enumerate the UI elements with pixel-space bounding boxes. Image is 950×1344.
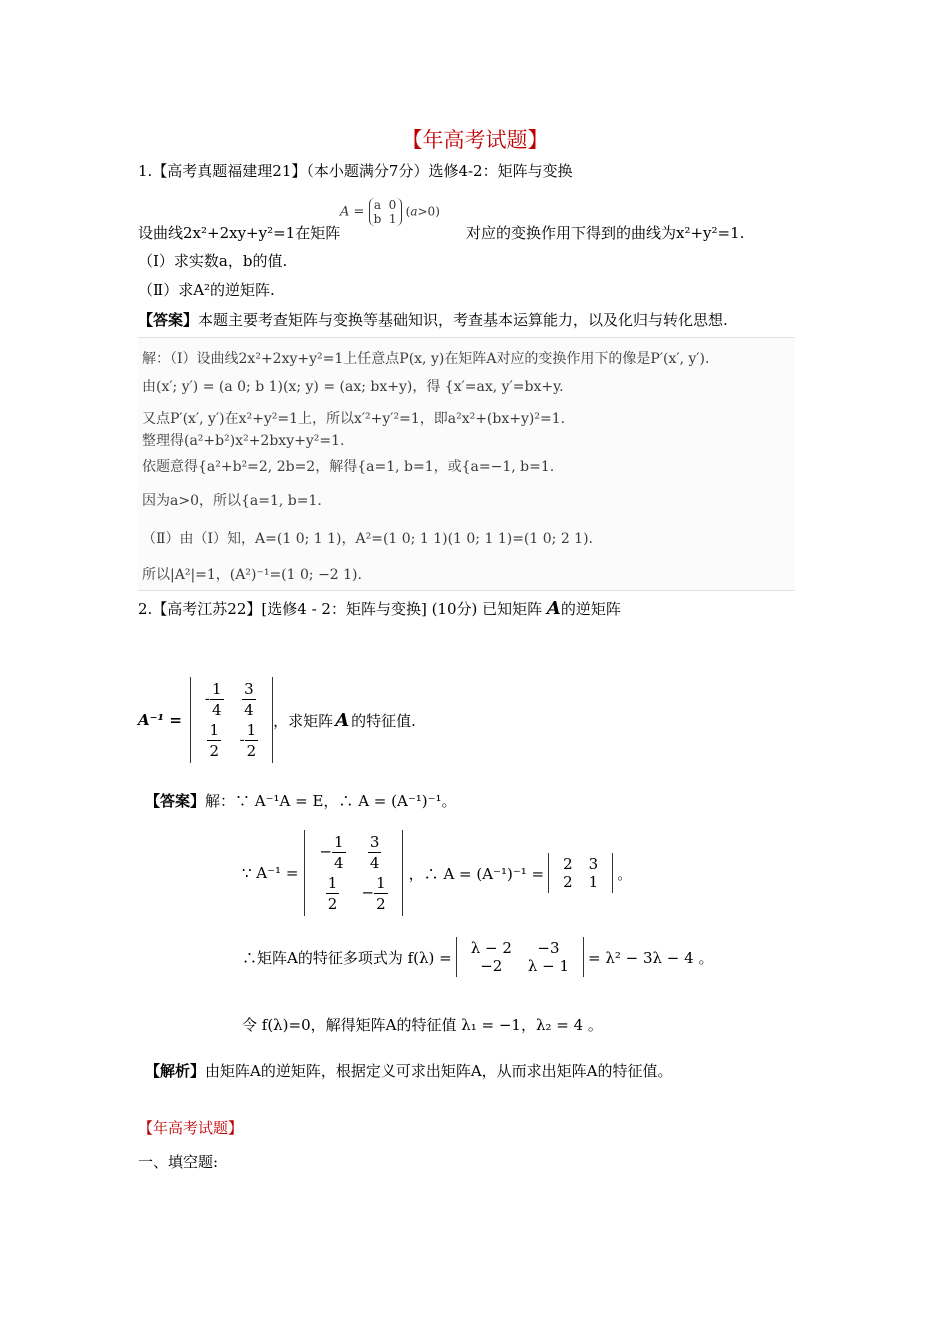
q2-answer-line4: 令 f(λ)=0，解得矩阵A的特征值 λ₁ = −1，λ₂ = 4 。	[242, 1016, 603, 1034]
scan-line: 又点P′(x′, y′)在x²+y²=1上，所以x′²+y′²=1，即a²x²+(bx+y)²=1.	[142, 411, 566, 427]
q1-stem-b: 对应的变换作用下得到的曲线为x²+y²=1.	[466, 224, 745, 242]
answer-label: 【答案】	[145, 792, 206, 810]
num: 1	[209, 721, 219, 739]
cell: 1	[588, 873, 599, 891]
answer-step: ∴矩阵A的特征多项式为 f(λ) =	[242, 948, 452, 967]
ask-text-tail: 的特征值.	[351, 711, 416, 730]
den: 2	[376, 895, 386, 913]
num: 1	[246, 721, 257, 739]
den: 4	[212, 701, 222, 719]
num: 1	[327, 874, 338, 892]
fraction	[210, 679, 224, 720]
answer-step: ∵ A⁻¹ =	[242, 864, 299, 882]
den: 2	[327, 895, 338, 913]
q1-part1: （Ⅰ）求实数a，b的值.	[138, 252, 288, 270]
q2-header-text: 2.【高考江苏22】[选修4 - 2：矩阵与变换] (10分) 已知矩阵	[138, 600, 543, 618]
q2-answer-line1	[145, 790, 457, 811]
fraction	[242, 679, 256, 720]
num: 1	[376, 874, 386, 892]
fraction	[207, 720, 221, 761]
q2-answer-line2	[242, 830, 632, 916]
fraction	[368, 832, 382, 873]
scan-line: 整理得(a²+b²)x²+2bxy+y²=1.	[142, 433, 345, 449]
q1-part2: （Ⅱ）求A²的逆矩阵.	[138, 281, 275, 299]
answer-step: 。	[617, 864, 633, 883]
fraction	[374, 873, 388, 914]
cell: λ − 2	[470, 939, 512, 957]
den: 4	[244, 701, 254, 719]
fraction	[326, 873, 340, 914]
num: 1	[212, 680, 222, 698]
cell: −3	[537, 939, 560, 957]
analysis-text: 由矩阵A的逆矩阵，根据定义可求出矩阵A，从而求出矩阵A的特征值。	[205, 1062, 673, 1080]
q2-header	[138, 598, 621, 619]
answer-text: 本题主要考查矩阵与变换等基础知识，考查基本运算能力，以及化归与转化思想.	[198, 311, 728, 329]
scan-line: 由(x′; y′) = (a 0; b 1)(x; y) = (ax; bx+y)，得 {x′=ax, y′=bx+y.	[142, 379, 564, 395]
section2-title: 【年高考试题】	[138, 1119, 244, 1137]
cell: −2	[480, 957, 503, 975]
minus-sign: -	[239, 730, 245, 749]
fraction	[245, 720, 259, 761]
num: 3	[244, 680, 254, 698]
inverse-label: A⁻¹ =	[138, 711, 182, 729]
q1-stem-a: 设曲线2x²+2xy+y²=1在矩阵	[138, 224, 341, 242]
den: 2	[246, 742, 257, 760]
answer-label: 【答案】	[138, 311, 199, 329]
den: 4	[334, 854, 344, 872]
q1-matrix-image: A = a 0 b 1 (a>0)	[340, 198, 440, 226]
q1-solution-scan	[138, 337, 795, 591]
answer-step: = λ² − 3λ − 4 。	[588, 948, 714, 967]
q1-answer	[138, 309, 728, 330]
page-title: 【年高考试题】	[401, 128, 549, 152]
q2-answer-line3	[242, 937, 713, 977]
scan-line: 依题意得{a²+b²=2, 2b=2，解得{a=1, b=1，或{a=−1, b=1.	[142, 459, 555, 475]
cell: 3	[588, 855, 599, 873]
q1-header: 1.【高考真题福建理21】（本小题满分7分）选修4-2：矩阵与变换	[138, 162, 573, 180]
num: 1	[334, 833, 344, 851]
ask-var: A	[335, 709, 350, 731]
characteristic-matrix	[456, 937, 584, 977]
scan-line: （Ⅱ）由（Ⅰ）知，A=(1 0; 1 1)，A²=(1 0; 1 1)(1 0; 1 1)=(1 0; 2 1).	[142, 531, 594, 547]
cell: 2	[563, 855, 573, 873]
cell: 2	[563, 873, 573, 891]
minus-sign: -	[204, 689, 210, 708]
ask-text: ，求矩阵	[273, 711, 334, 730]
answer-step: 解：∵ A⁻¹A = E，∴ A = (A⁻¹)⁻¹。	[205, 792, 457, 810]
scan-line: 解：（Ⅰ）设曲线2x²+2xy+y²=1上任意点P(x, y)在矩阵A对应的变换作用下的像是P′(x′, y′).	[142, 351, 710, 367]
fraction	[332, 832, 346, 873]
q2-header-tail: 的逆矩阵	[560, 600, 621, 618]
answer-step: ，∴ A = (A⁻¹)⁻¹ =	[408, 864, 545, 883]
q2-analysis	[145, 1060, 673, 1081]
q1-matrix: a 0 b 1	[369, 198, 402, 226]
scan-line: 所以|A²|=1，(A²)⁻¹=(1 0; −2 1).	[142, 567, 362, 583]
q2-var: A	[546, 598, 561, 619]
matrix-A	[548, 853, 613, 893]
den: 2	[209, 742, 219, 760]
cell: λ − 1	[527, 957, 570, 975]
section2-sub: 一、填空题:	[138, 1153, 219, 1171]
inverse-matrix	[190, 677, 273, 763]
num: 3	[369, 833, 380, 851]
den: 4	[369, 854, 380, 872]
analysis-label: 【解析】	[145, 1062, 206, 1080]
inverse-matrix-answer: − $\frac{1}{4}$ $\frac{3}{4}$ $\frac{1}{2}$ − $\frac{1}{2}$	[304, 830, 402, 916]
q2-inverse-matrix-line	[138, 677, 416, 763]
scan-line: 因为a>0，所以{a=1, b=1.	[142, 493, 322, 509]
